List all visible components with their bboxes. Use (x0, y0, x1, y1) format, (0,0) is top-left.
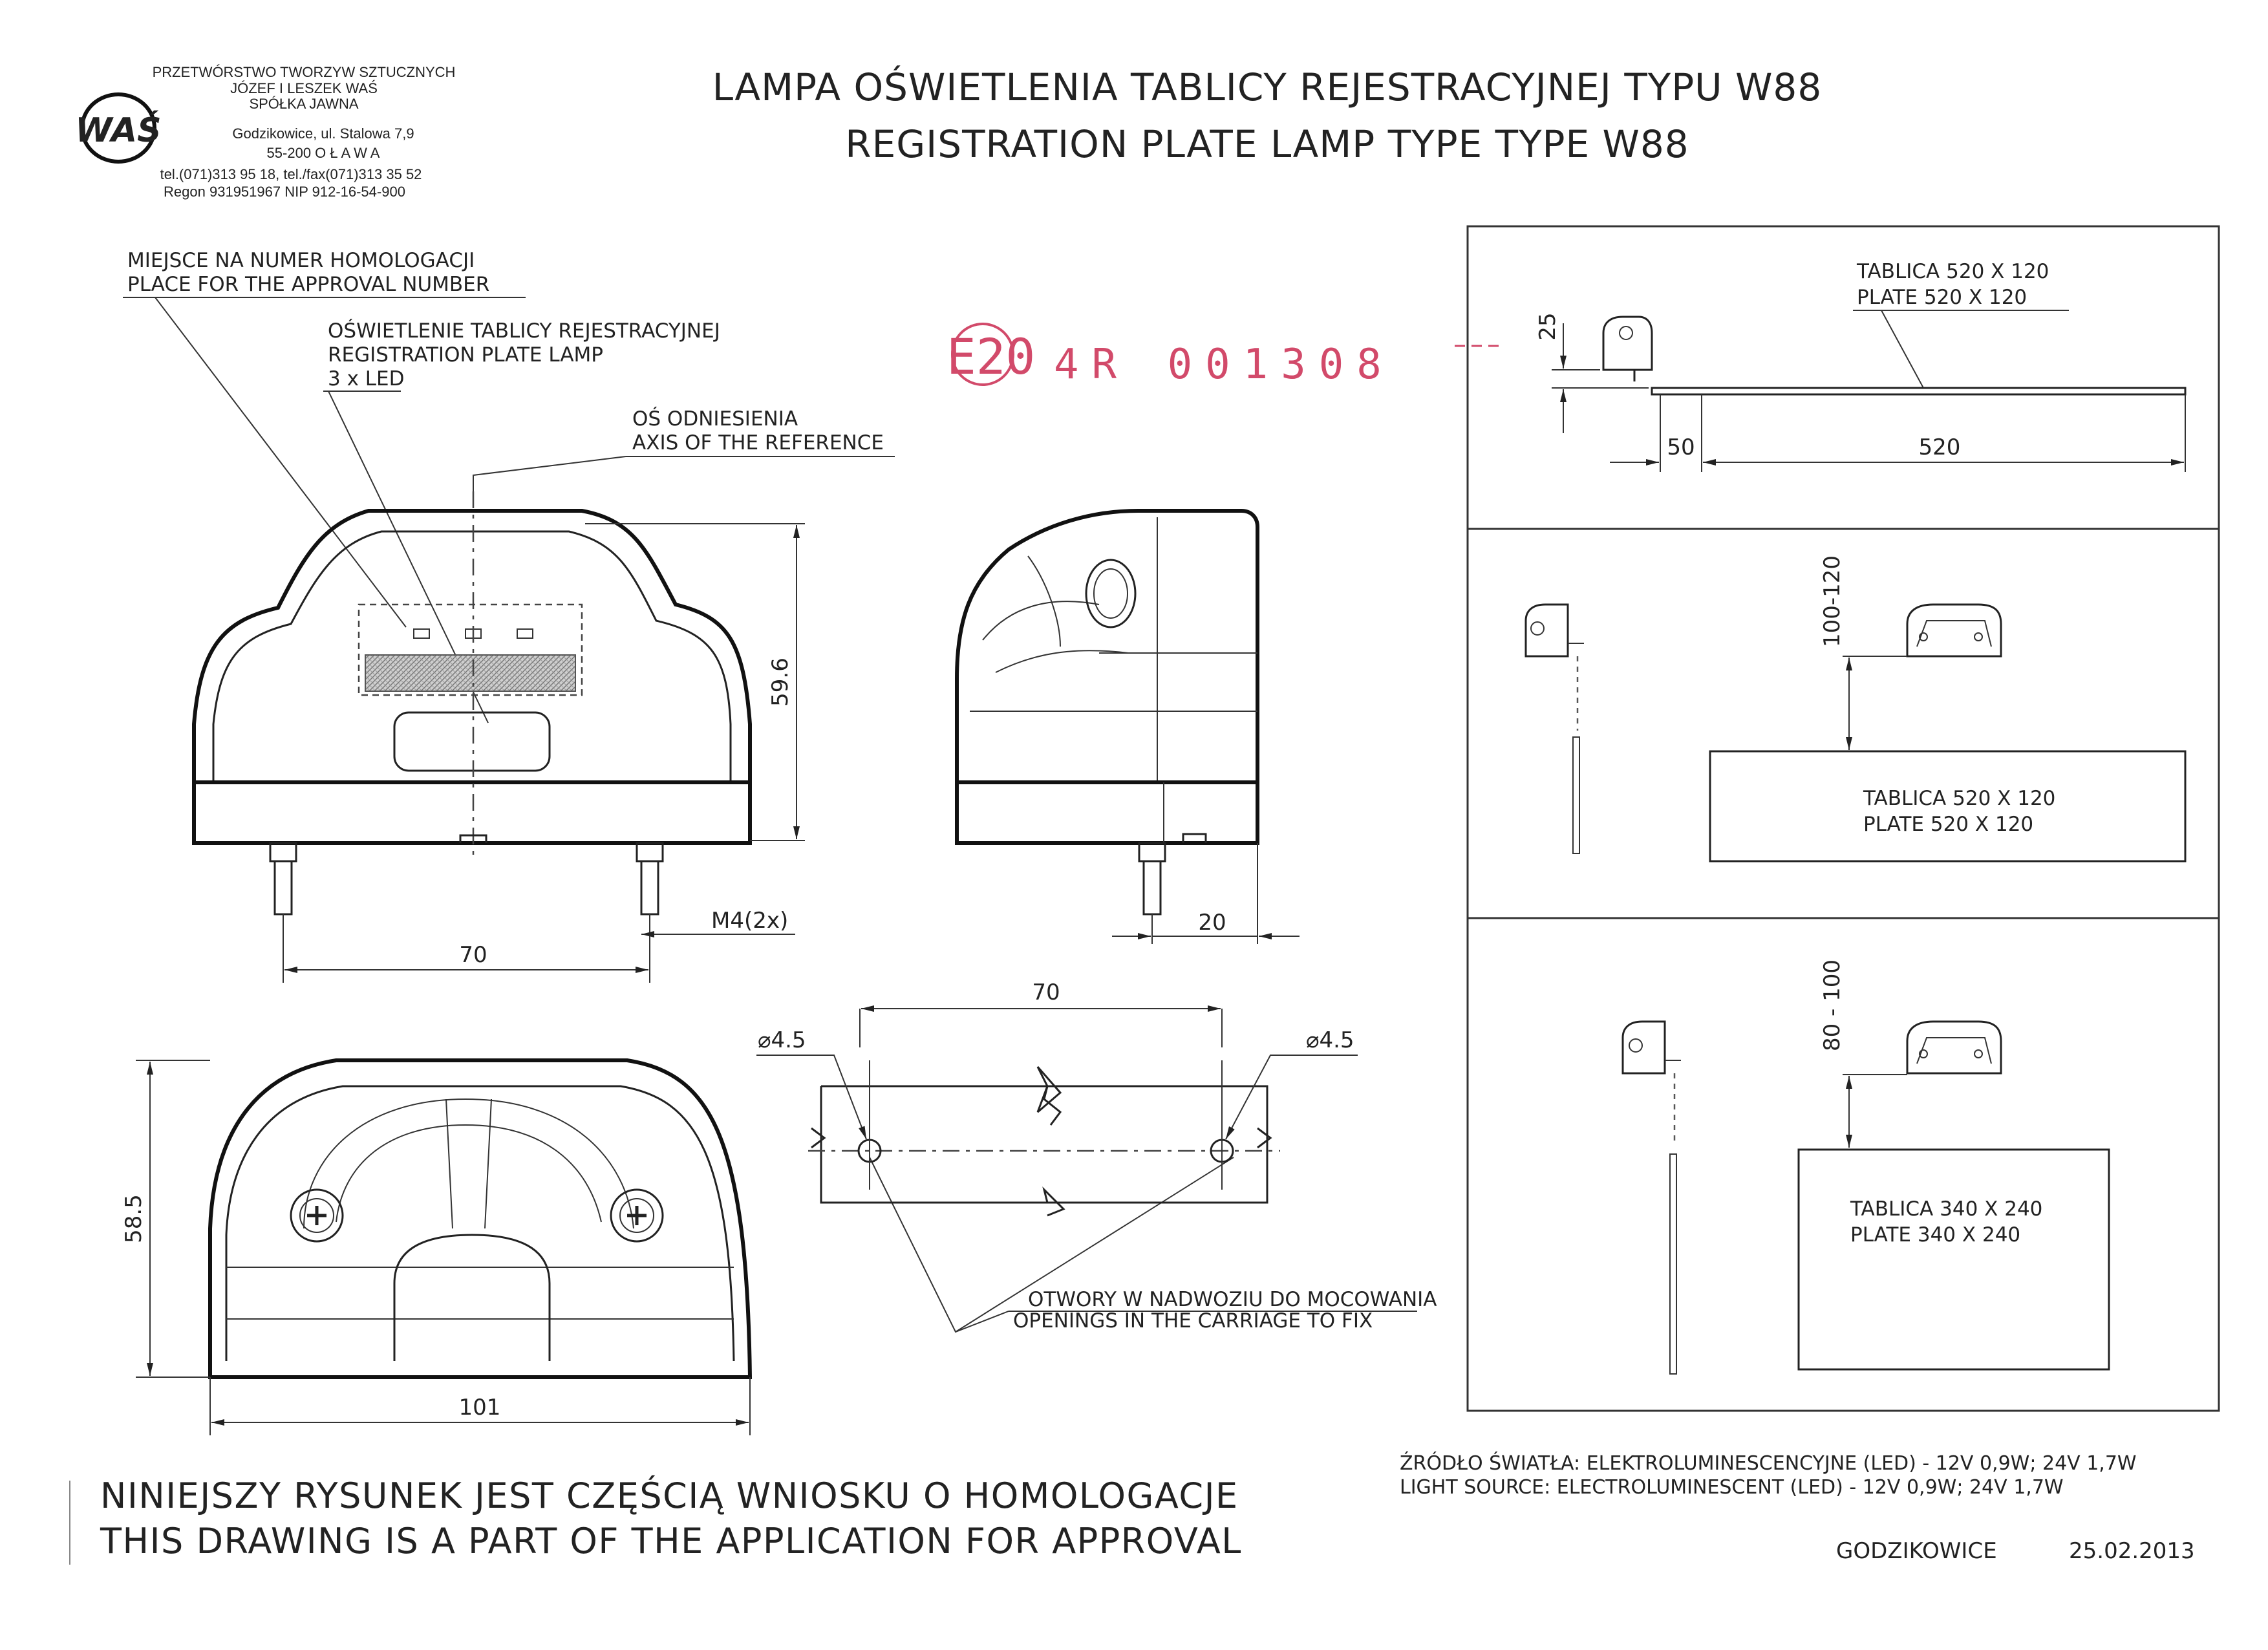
company-block (75, 64, 455, 200)
callout-axis-pl: OŚ ODNIESIENIA (632, 407, 798, 431)
company-logo (75, 94, 161, 162)
front-dimensions (283, 524, 805, 983)
p1-dim-offset: 50 (1667, 434, 1695, 460)
p2-plate-en: PLATE 520 X 120 (1863, 813, 2034, 836)
panel-plate-340 (1623, 959, 2109, 1374)
p3-plate-pl: TABLICA 340 X 240 (1850, 1197, 2043, 1221)
callout-axis-en: AXIS OF THE REFERENCE (632, 431, 884, 455)
footer (70, 1451, 2195, 1565)
p3-range: 80 - 100 (1819, 959, 1845, 1052)
dim-bottom-height: 58.5 (121, 1194, 147, 1243)
panel-plate-520-below (1526, 555, 2185, 861)
company-line-6: tel.(071)313 95 18, tel./fax(071)313 35 52 (160, 166, 422, 182)
side-view (957, 511, 1257, 914)
callout-lamp-led: 3 x LED (328, 367, 405, 391)
light-source-pl: ŹRÓDŁO ŚWIATŁA: ELEKTROLUMINESCENCYJNE (LED) - 12V 0,9W; 24V 1,7W (1400, 1452, 2137, 1475)
light-source-en: LIGHT SOURCE: ELECTROLUMINESCENT (LED) - 12V 0,9W; 24V 1,7W (1400, 1476, 2064, 1499)
company-line-5: 55-200 O Ł A W A (266, 145, 380, 161)
dim-hole-dia-right: ⌀4.5 (1306, 1027, 1354, 1053)
company-line-2: JÓZEF I LESZEK WAŚ (230, 80, 378, 96)
callout-holes-en: OPENINGS IN THE CARRIAGE TO FIX (1013, 1309, 1373, 1333)
callouts (123, 249, 1437, 1333)
title-polish: LAMPA OŚWIETLENIA TABLICY REJESTRACYJNEJ TYPU W88 (712, 65, 1823, 109)
dim-side-depth: 20 (1198, 910, 1226, 936)
dim-bolt-spacing: 70 (459, 942, 487, 968)
title-english: REGISTRATION PLATE LAMP TYPE TYPE W88 (845, 122, 1689, 166)
callout-lamp-en: REGISTRATION PLATE LAMP (328, 343, 603, 367)
p1-dim-height: 25 (1535, 312, 1561, 341)
mounting-holes-view (808, 1009, 1280, 1216)
p2-plate-pl: TABLICA 520 X 120 (1863, 787, 2056, 810)
callout-holes-pl: OTWORY W NADWOZIU DO MOCOWANIA (1028, 1288, 1437, 1311)
company-line-4: Godzikowice, ul. Stalowa 7,9 (232, 125, 414, 142)
p1-plate-pl: TABLICA 520 X 120 (1857, 260, 2049, 283)
dim-height-front: 59.6 (767, 658, 793, 707)
logo-text: WAŚ (75, 111, 162, 150)
callout-approval-pl: MIEJSCE NA NUMER HOMOLOGACJI (127, 249, 475, 272)
installation-frame (1468, 226, 2219, 1411)
p1-dim-width: 520 (1918, 434, 1961, 460)
statement-polish: NINIEJSZY RYSUNEK JEST CZĘŚCIĄ WNIOSKU O HOMOLOGACJE (100, 1475, 1239, 1516)
company-line-1: PRZETWÓRSTWO TWORZYW SZTUCZNYCH (152, 64, 456, 80)
stamp-mark: E20 (947, 328, 1036, 385)
company-line-3: SPÓŁKA JAWNA (249, 96, 359, 112)
dim-hole-spacing: 70 (1032, 980, 1060, 1005)
p1-plate-en: PLATE 520 X 120 (1857, 286, 2027, 309)
company-line-7: Regon 931951967 NIP 912-16-54-900 (164, 184, 405, 200)
bottom-view (210, 1060, 750, 1377)
callout-approval-en: PLACE FOR THE APPROVAL NUMBER (127, 273, 490, 296)
panel-plate-520-above (1535, 260, 2185, 472)
stamp-number: 4R 001308 (1054, 341, 1395, 389)
statement-english: THIS DRAWING IS A PART OF THE APPLICATION FOR APPROVAL (100, 1521, 1242, 1561)
date: 25.02.2013 (2069, 1538, 2195, 1564)
dim-hole-dia-left: ⌀4.5 (758, 1027, 806, 1053)
dim-thread: M4(2x) (711, 908, 789, 934)
p2-range: 100-120 (1819, 555, 1845, 648)
p3-plate-en: PLATE 340 X 240 (1850, 1223, 2021, 1247)
place: GODZIKOWICE (1836, 1538, 1997, 1564)
callout-lamp-pl: OŚWIETLENIE TABLICY REJESTRACYJNEJ (328, 319, 720, 343)
front-view (194, 491, 750, 914)
approval-stamp (947, 324, 1500, 389)
dim-bottom-width: 101 (458, 1395, 501, 1420)
